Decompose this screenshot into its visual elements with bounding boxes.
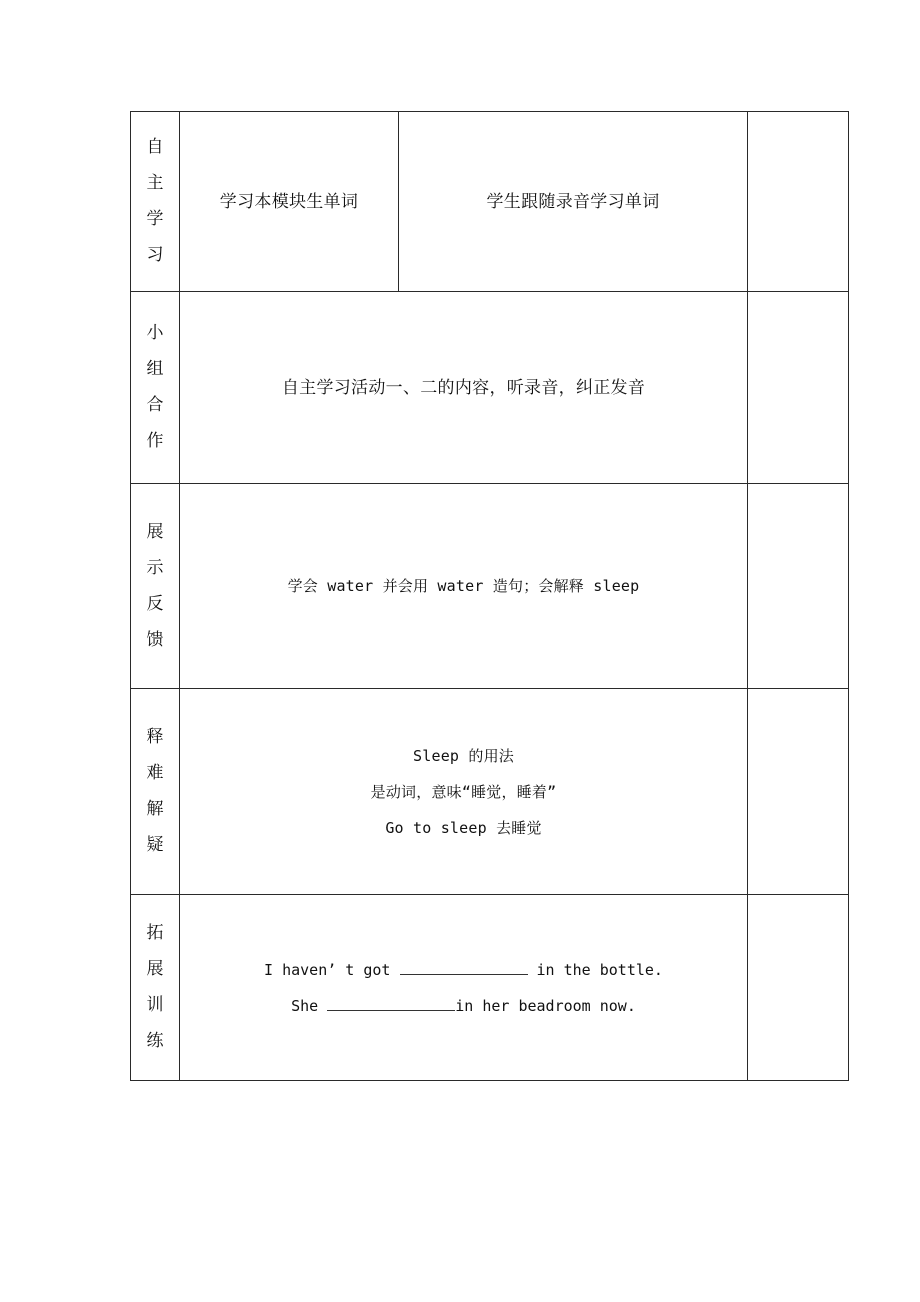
section-label: 小 组 合 作	[146, 323, 164, 451]
table-row-self-study	[131, 112, 849, 292]
exercise-sentence: She in her beadroom now.	[291, 996, 636, 1015]
content-cell-student	[399, 112, 748, 292]
extra-cell	[748, 292, 849, 484]
content-cell	[180, 484, 748, 689]
section-label: 释 难 解 疑	[146, 727, 164, 855]
section-label-cell	[131, 895, 180, 1081]
explanation-lines	[180, 744, 747, 840]
cell-text: 学习本模块生单词	[219, 191, 359, 212]
section-label-cell	[131, 112, 180, 292]
content-cell-teacher	[180, 112, 399, 292]
table-row-presentation	[131, 484, 849, 689]
fill-in-blank[interactable]	[400, 959, 528, 975]
section-label-cell	[131, 292, 180, 484]
cell-text: 学会 water 并会用 water 造句；会解释 sleep	[287, 577, 640, 595]
exercise-sentence: I haven’ t got in the bottle.	[264, 960, 663, 979]
section-label: 拓 展 训 练	[146, 923, 164, 1051]
extra-cell	[748, 484, 849, 689]
table-row-explanation	[131, 689, 849, 895]
section-label-cell	[131, 484, 180, 689]
explanation-line: Sleep 的用法	[413, 746, 514, 765]
cell-text: 学生跟随录音学习单词	[486, 191, 660, 212]
fill-in-blank[interactable]	[327, 995, 455, 1011]
content-cell	[180, 292, 748, 484]
content-cell	[180, 689, 748, 895]
cell-text: 自主学习活动一、二的内容，听录音，纠正发音	[281, 377, 646, 398]
lesson-plan-table	[130, 111, 849, 1081]
content-cell	[180, 895, 748, 1081]
extra-cell	[748, 112, 849, 292]
extra-cell	[748, 895, 849, 1081]
table-row-group-work	[131, 292, 849, 484]
section-label: 展 示 反 馈	[146, 521, 164, 650]
section-label: 自 主 学 习	[146, 137, 164, 265]
exercise-lines	[180, 958, 747, 1018]
section-label-cell	[131, 689, 180, 895]
explanation-line: 是动词，意味“睡觉，睡着”	[370, 782, 557, 801]
table-row-extension-practice	[131, 895, 849, 1081]
extra-cell	[748, 689, 849, 895]
explanation-line: Go to sleep 去睡觉	[385, 818, 542, 837]
